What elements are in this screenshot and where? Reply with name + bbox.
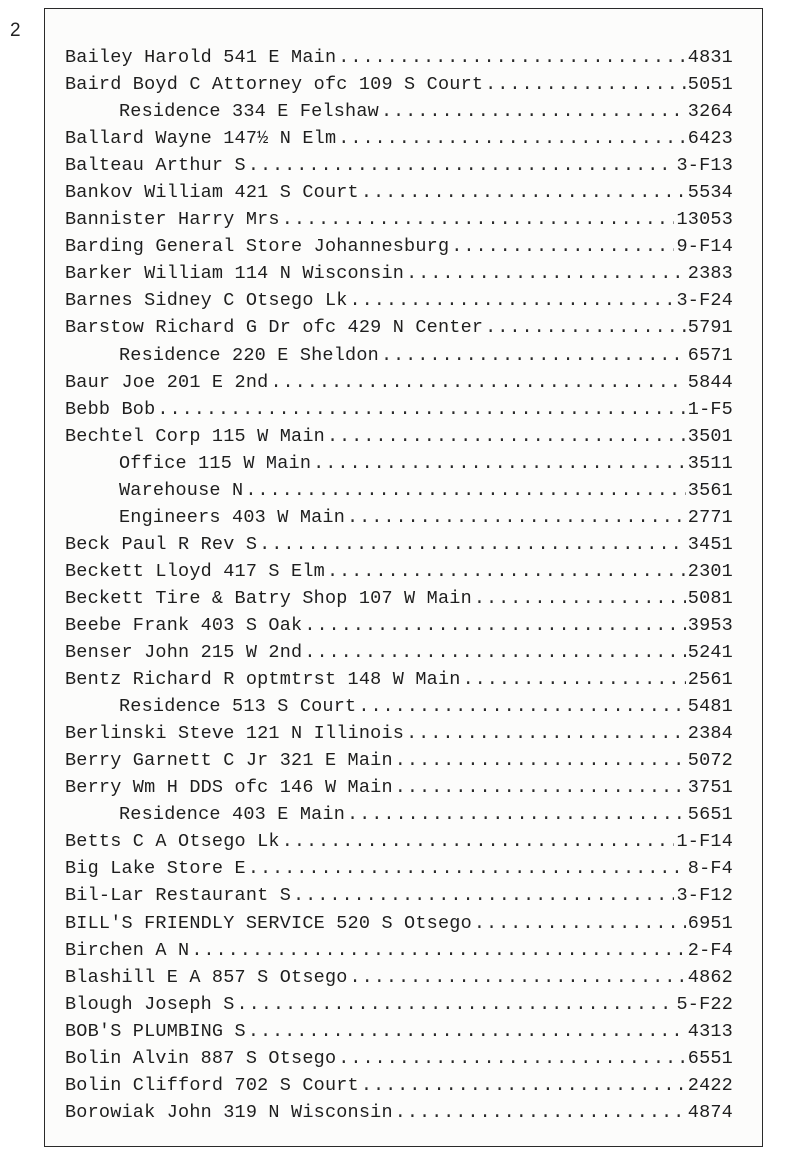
dot-leader bbox=[157, 399, 685, 420]
dot-leader bbox=[395, 750, 686, 771]
listing-row bbox=[65, 1048, 733, 1075]
listing-phone-number: 2301 bbox=[687, 560, 733, 582]
listing-phone-number: 3751 bbox=[687, 777, 733, 799]
listing-phone-number: 1-F5 bbox=[687, 398, 733, 420]
listing-row bbox=[65, 777, 733, 804]
dot-leader bbox=[451, 236, 674, 257]
listing-phone-number: 2384 bbox=[687, 723, 733, 745]
listing-row bbox=[65, 372, 733, 399]
listing-subentry bbox=[65, 480, 733, 507]
dot-leader bbox=[248, 858, 686, 879]
dot-leader bbox=[395, 777, 686, 798]
dot-leader bbox=[485, 317, 686, 338]
listing-phone-number: 6951 bbox=[687, 912, 733, 934]
listing-phone-number: 8-F4 bbox=[687, 858, 733, 880]
dot-leader bbox=[485, 74, 686, 95]
dot-leader bbox=[293, 885, 674, 906]
dot-leader bbox=[350, 290, 675, 311]
dot-leader bbox=[327, 561, 686, 582]
listing-name: Blashill E A 857 S Otsego bbox=[65, 966, 348, 988]
listing-row bbox=[65, 913, 733, 940]
listing-name: Bebb Bob bbox=[65, 398, 156, 420]
listing-name: Barker William 114 N Wisconsin bbox=[65, 263, 405, 285]
listing-row bbox=[65, 74, 733, 101]
listing-name: Borowiak John 319 N Wisconsin bbox=[65, 1101, 393, 1123]
listing-row bbox=[65, 831, 733, 858]
listing-name: Residence 513 S Court bbox=[119, 696, 357, 718]
dot-leader bbox=[270, 372, 685, 393]
dot-leader bbox=[463, 669, 686, 690]
listing-row bbox=[65, 858, 733, 885]
dot-leader bbox=[282, 209, 675, 230]
listing-phone-number: 3264 bbox=[687, 101, 733, 123]
directory-frame bbox=[44, 8, 763, 1147]
listing-row bbox=[65, 1075, 733, 1102]
listing-phone-number: 5791 bbox=[687, 317, 733, 339]
dot-leader bbox=[347, 804, 686, 825]
listing-phone-number: 5072 bbox=[687, 750, 733, 772]
listing-name: Bannister Harry Mrs bbox=[65, 209, 280, 231]
listing-phone-number: 5081 bbox=[687, 587, 733, 609]
listing-phone-number: 2-F4 bbox=[687, 939, 733, 961]
listing-name: Balteau Arthur S bbox=[65, 155, 246, 177]
listing-name: Barding General Store Johannesburg bbox=[65, 236, 450, 258]
listing-row bbox=[65, 236, 733, 263]
listing-name: Baur Joe 201 E 2nd bbox=[65, 371, 269, 393]
listing-phone-number: 6551 bbox=[687, 1047, 733, 1069]
listing-row bbox=[65, 1102, 733, 1129]
listing-name: Birchen A N bbox=[65, 939, 190, 961]
listing-row bbox=[65, 290, 733, 317]
listing-name: Bechtel Corp 115 W Main bbox=[65, 425, 325, 447]
listing-row bbox=[65, 426, 733, 453]
dot-leader bbox=[327, 426, 686, 447]
listing-phone-number: 2383 bbox=[687, 263, 733, 285]
listing-name: Residence 403 E Main bbox=[119, 804, 346, 826]
listing-phone-number: 13053 bbox=[676, 209, 733, 231]
listing-row bbox=[65, 588, 733, 615]
listing-name: Bolin Alvin 887 S Otsego bbox=[65, 1047, 337, 1069]
listing-name: Barnes Sidney C Otsego Lk bbox=[65, 290, 348, 312]
listing-name: Benser John 215 W 2nd bbox=[65, 642, 303, 664]
listing-name: Bil-Lar Restaurant S bbox=[65, 885, 292, 907]
listing-name: Berlinski Steve 121 N Illinois bbox=[65, 723, 405, 745]
listing-name: BILL'S FRIENDLY SERVICE 520 S Otsego bbox=[65, 912, 472, 934]
listing-name: Residence 220 E Sheldon bbox=[119, 344, 379, 366]
listing-row bbox=[65, 885, 733, 912]
listing-phone-number: 4862 bbox=[687, 966, 733, 988]
dot-leader bbox=[358, 696, 685, 717]
listing-phone-number: 5241 bbox=[687, 642, 733, 664]
listing-name: Bailey Harold 541 E Main bbox=[65, 47, 337, 68]
listing-name: Office 115 W Main bbox=[119, 452, 312, 474]
dot-leader bbox=[304, 642, 685, 663]
listing-phone-number: 3451 bbox=[687, 533, 733, 555]
dot-leader bbox=[313, 453, 686, 474]
dot-leader bbox=[406, 723, 686, 744]
dot-leader bbox=[361, 182, 686, 203]
dot-leader bbox=[248, 155, 675, 176]
dot-leader bbox=[191, 940, 685, 961]
dot-leader bbox=[361, 1075, 686, 1096]
listing-name: Engineers 403 W Main bbox=[119, 506, 346, 528]
listing-row bbox=[65, 155, 733, 182]
listing-name: Baird Boyd C Attorney ofc 109 S Court bbox=[65, 74, 484, 96]
listing-phone-number: 2771 bbox=[687, 506, 733, 528]
listing-row bbox=[65, 128, 733, 155]
listing-row bbox=[65, 1021, 733, 1048]
listing-row bbox=[65, 723, 733, 750]
listing-subentry bbox=[65, 453, 733, 480]
listing-row bbox=[65, 967, 733, 994]
listing-name: Big Lake Store E bbox=[65, 858, 246, 880]
listing-name: Barstow Richard G Dr ofc 429 N Center bbox=[65, 317, 484, 339]
listing-name: Beckett Lloyd 417 S Elm bbox=[65, 560, 325, 582]
listing-row bbox=[65, 561, 733, 588]
dot-leader bbox=[338, 1048, 686, 1069]
listing-row bbox=[65, 263, 733, 290]
dot-leader bbox=[350, 967, 686, 988]
listing-phone-number: 3561 bbox=[687, 479, 733, 501]
listing-row bbox=[65, 642, 733, 669]
listing-name: Bankov William 421 S Court bbox=[65, 182, 359, 204]
listing-phone-number: 5534 bbox=[687, 182, 733, 204]
dot-leader bbox=[248, 1021, 686, 1042]
dot-leader bbox=[304, 615, 685, 636]
listing-name: Residence 334 E Felshaw bbox=[119, 101, 379, 123]
listing-row bbox=[65, 182, 733, 209]
dot-leader bbox=[381, 101, 686, 122]
dot-leader bbox=[474, 588, 686, 609]
listing-phone-number: 3953 bbox=[687, 614, 733, 636]
listing-name: Bolin Clifford 702 S Court bbox=[65, 1074, 359, 1096]
dot-leader bbox=[338, 47, 686, 68]
listing-phone-number: 6423 bbox=[687, 128, 733, 150]
listing-phone-number: 4874 bbox=[687, 1101, 733, 1123]
directory-listings bbox=[65, 47, 733, 1129]
listing-name: Beebe Frank 403 S Oak bbox=[65, 614, 303, 636]
page-number: 2 bbox=[10, 20, 21, 41]
listing-row bbox=[65, 669, 733, 696]
listing-phone-number: 5481 bbox=[687, 696, 733, 718]
listing-name: Warehouse N bbox=[119, 479, 244, 501]
listing-phone-number: 6571 bbox=[687, 344, 733, 366]
listing-subentry bbox=[65, 507, 733, 534]
dot-leader bbox=[259, 534, 686, 555]
listing-phone-number: 3-F12 bbox=[676, 885, 733, 907]
listing-phone-number: 5051 bbox=[687, 74, 733, 96]
listing-phone-number: 2561 bbox=[687, 669, 733, 691]
dot-leader bbox=[474, 913, 686, 934]
listing-name: Bentz Richard R optmtrst 148 W Main bbox=[65, 669, 461, 691]
listing-subentry bbox=[65, 696, 733, 723]
listing-phone-number: 4313 bbox=[687, 1020, 733, 1042]
listing-row bbox=[65, 534, 733, 561]
listing-name: Berry Wm H DDS ofc 146 W Main bbox=[65, 777, 393, 799]
dot-leader bbox=[338, 128, 686, 149]
listing-name: Ballard Wayne 147½ N Elm bbox=[65, 128, 337, 150]
listing-row bbox=[65, 47, 733, 74]
listing-row bbox=[65, 994, 733, 1021]
listing-phone-number: 5844 bbox=[687, 371, 733, 393]
listing-subentry bbox=[65, 804, 733, 831]
dot-leader bbox=[406, 263, 686, 284]
listing-name: BOB'S PLUMBING S bbox=[65, 1020, 246, 1042]
dot-leader bbox=[347, 507, 686, 528]
listing-row bbox=[65, 615, 733, 642]
listing-phone-number: 2422 bbox=[687, 1074, 733, 1096]
listing-phone-number: 9-F14 bbox=[676, 236, 733, 258]
listing-subentry bbox=[65, 345, 733, 372]
listing-phone-number: 3501 bbox=[687, 425, 733, 447]
listing-name: Betts C A Otsego Lk bbox=[65, 831, 280, 853]
listing-name: Berry Garnett C Jr 321 E Main bbox=[65, 750, 393, 772]
listing-phone-number: 1-F14 bbox=[676, 831, 733, 853]
listing-phone-number: 3-F24 bbox=[676, 290, 733, 312]
listing-row bbox=[65, 317, 733, 344]
dot-leader bbox=[245, 480, 685, 501]
listing-row bbox=[65, 209, 733, 236]
listing-subentry bbox=[65, 101, 733, 128]
dot-leader bbox=[282, 831, 675, 852]
listing-phone-number: 4831 bbox=[687, 47, 733, 68]
dot-leader bbox=[395, 1102, 686, 1123]
listing-phone-number: 3511 bbox=[687, 452, 733, 474]
listing-name: Beck Paul R Rev S bbox=[65, 533, 258, 555]
dot-leader bbox=[237, 994, 675, 1015]
listing-row bbox=[65, 750, 733, 777]
listing-phone-number: 5-F22 bbox=[676, 993, 733, 1015]
listing-row bbox=[65, 940, 733, 967]
listing-name: Beckett Tire & Batry Shop 107 W Main bbox=[65, 587, 472, 609]
listing-row bbox=[65, 399, 733, 426]
listing-phone-number: 5651 bbox=[687, 804, 733, 826]
listing-name: Blough Joseph S bbox=[65, 993, 235, 1015]
dot-leader bbox=[381, 345, 686, 366]
listing-phone-number: 3-F13 bbox=[676, 155, 733, 177]
